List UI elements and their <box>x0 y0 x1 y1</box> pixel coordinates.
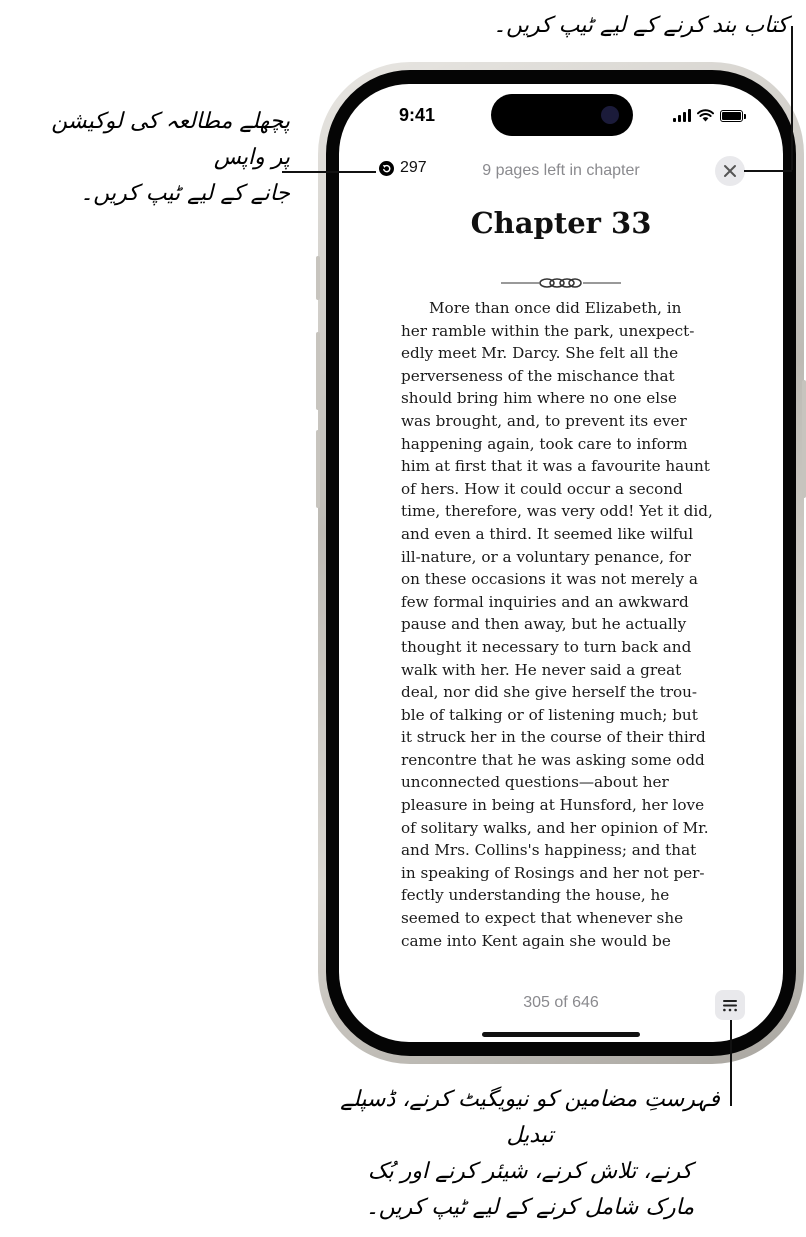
text-line: deal, nor did she give herself the trou- <box>401 683 698 702</box>
text-line: walk with her. He never said a great <box>401 660 682 679</box>
text-line: was brought, and, to prevent its ever <box>401 411 687 430</box>
battery-icon <box>720 110 743 122</box>
chapter-ornament-icon <box>501 276 621 290</box>
text-line: seemed to expect that whenever she <box>401 909 684 928</box>
text-line: pleasure in being at Hunsford, her love <box>401 796 705 815</box>
chapter-title: Chapter 33 <box>470 206 652 240</box>
back-page-number: 297 <box>400 159 427 176</box>
callout-back-location: پچھلے مطالعہ کی لوکیشن پر واپس جانے کے لیے ٹیپ کریں۔ <box>51 109 290 206</box>
status-time: 9:41 <box>399 105 436 125</box>
text-line: pause and then away, but he actually <box>401 615 687 634</box>
side-button <box>802 380 806 498</box>
action-button <box>316 256 320 300</box>
leader-line-close <box>791 26 793 170</box>
text-line: on these occasions it was not merely a <box>401 570 698 589</box>
text-line: in speaking of Rosings and her not per- <box>401 863 705 882</box>
text-line: her ramble within the park, unexpect- <box>401 321 695 340</box>
text-line: came into Kent again she would be <box>401 931 671 950</box>
text-line: of solitary walks, and her opinion of Mr. <box>401 818 709 837</box>
text-line: ill-nature, or a voluntary penance, for <box>401 547 691 566</box>
text-line: of hers. How it could occur a second <box>401 479 683 498</box>
wifi-icon <box>697 109 714 122</box>
dynamic-island <box>491 94 633 136</box>
reader-screen <box>339 84 783 1042</box>
volume-down-button <box>316 430 320 508</box>
text-line: unconnected questions—about her <box>401 773 669 792</box>
text-line: few formal inquiries and an awkward <box>401 592 689 611</box>
pages-left-label: 9 pages left in chapter <box>482 162 640 179</box>
text-line: happening again, took care to inform <box>401 434 688 453</box>
book-page-text[interactable] <box>401 297 745 952</box>
text-line: More than once did Elizabeth, in <box>429 299 682 317</box>
page-counter: 305 of 646 <box>523 994 599 1011</box>
front-camera <box>601 106 619 124</box>
leader-line-close <box>744 170 792 172</box>
text-line: him at first that it was a favourite haunt <box>401 457 710 476</box>
volume-up-button <box>316 332 320 410</box>
leader-line-back <box>282 171 376 173</box>
leader-line-menu <box>730 1020 732 1106</box>
home-indicator[interactable] <box>482 1032 640 1037</box>
callout-reader-menu: فہرستِ مضامین کو نیویگیٹ کرنے، ڈسپلے تبدیل کرنے، تلاش کرنے، شیئر کرنے اور بُک مارک شامل کرنے کے لیے ٹیپ کریں۔ <box>340 1087 720 1220</box>
text-line: ble of talking or of listening much; but <box>401 705 698 724</box>
status-icons <box>673 108 743 122</box>
text-line: fectly understanding the house, he <box>401 886 670 905</box>
close-book-button[interactable] <box>715 156 745 186</box>
reader-menu-icon <box>722 998 738 1012</box>
text-line: and Mrs. Collins's happiness; and that <box>401 841 697 860</box>
close-icon <box>723 164 737 178</box>
text-line: perverseness of the mischance that <box>401 366 675 385</box>
back-to-location-button[interactable] <box>379 159 427 177</box>
text-line: and even a third. It seemed like wilful <box>401 524 694 543</box>
text-line: rencontre that he was asking some odd <box>401 750 705 769</box>
reader-menu-button[interactable] <box>715 990 745 1020</box>
text-line: edly meet Mr. Darcy. She felt all the <box>401 344 679 363</box>
text-line: thought it necessary to turn back and <box>401 637 692 656</box>
callout-close-book: کتاب بند کرنے کے لیے ٹیپ کریں۔ <box>493 13 788 38</box>
back-arrow-icon <box>379 161 394 176</box>
text-line: it struck her in the course of their third <box>401 728 706 747</box>
cellular-signal-icon <box>673 109 691 122</box>
text-line: should bring him where no one else <box>401 389 677 408</box>
text-line: time, therefore, was very odd! Yet it did, <box>401 502 713 521</box>
